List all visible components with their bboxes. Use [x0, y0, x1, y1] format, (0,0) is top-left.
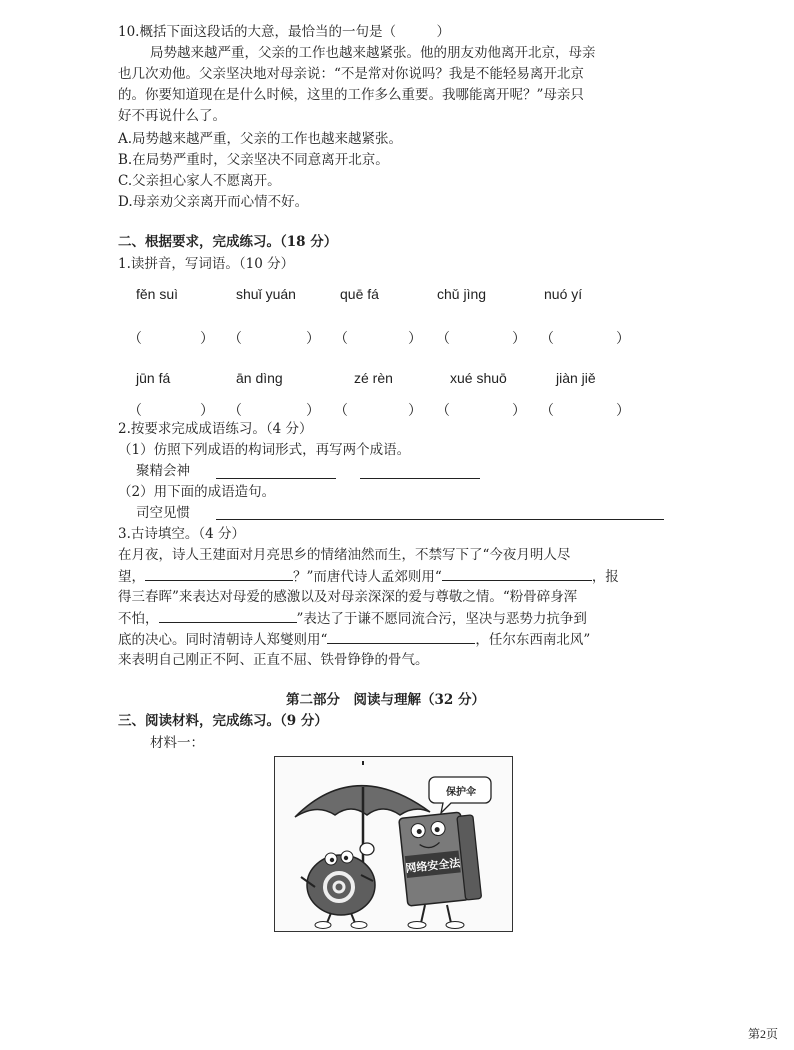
- q2-idiom1: 聚精会神: [136, 463, 190, 479]
- answer-paren-close: ）: [408, 402, 422, 418]
- answer-paren-close: ）: [616, 330, 630, 346]
- q10-option-b: B.在局势严重时，父亲坚决不同意离开北京。: [118, 152, 389, 168]
- pinyin-item: ān dìng: [236, 370, 283, 386]
- q10-passage-line: 局势越来越严重，父亲的工作也越来越紧张。他的朋友劝他离开北京，母亲: [150, 45, 596, 61]
- answer-paren-open: （: [540, 330, 554, 346]
- answer-paren-open: （: [436, 330, 450, 346]
- answer-paren-open: （: [436, 402, 450, 418]
- answer-paren-close: ）: [306, 330, 320, 346]
- poem-line: 来表明自己刚正不阿、正直不屈、铁骨铮铮的骨气。: [118, 652, 429, 668]
- poem-line: [118, 629, 590, 651]
- poem-line: 在月夜，诗人王建面对月亮思乡的情绪油然而生，不禁写下了“今夜月明人尽: [118, 547, 571, 563]
- pinyin-item: jūn fá: [136, 370, 171, 386]
- answer-blank[interactable]: [145, 566, 293, 581]
- part2-title: 第二部分 阅读与理解（32 分）: [286, 692, 485, 708]
- answer-paren-close: ）: [408, 330, 422, 346]
- pinyin-item: chǔ jìng: [437, 286, 487, 302]
- poem-line: [118, 608, 587, 630]
- q10-passage-line: 好不再说什么了。: [118, 108, 226, 124]
- cartoon-illustration: [274, 756, 513, 932]
- pinyin-item: zé rèn: [354, 370, 393, 386]
- answer-paren-close: ）: [512, 330, 526, 346]
- q2-stem: 2.按要求完成成语练习。（4 分）: [118, 421, 313, 437]
- answer-paren-open: （: [540, 402, 554, 418]
- poem-text: ，报: [591, 569, 619, 585]
- q3-stem: 3.古诗填空。（4 分）: [118, 526, 246, 542]
- poem-text: 不怕，: [118, 611, 159, 627]
- book-label: 网络安全法: [404, 856, 461, 876]
- q10-stem: 10.概括下面这段话的大意，最恰当的一句是（ ）: [118, 24, 450, 40]
- answer-blank[interactable]: [360, 478, 480, 479]
- q2-idiom2: 司空见惯: [136, 505, 190, 521]
- poem-line: [118, 566, 619, 588]
- answer-paren-close: ）: [200, 330, 214, 346]
- answer-blank[interactable]: [327, 629, 475, 644]
- poem-text: 底的决心。同时清朝诗人郑燮则用“: [118, 632, 328, 648]
- answer-paren-open: （: [334, 402, 348, 418]
- q2-sub2: （2）用下面的成语造句。: [118, 484, 276, 500]
- pinyin-item: quē fá: [340, 286, 379, 302]
- answer-paren-close: ）: [200, 402, 214, 418]
- answer-paren-close: ）: [616, 402, 630, 418]
- pinyin-item: jiàn jiě: [556, 370, 596, 386]
- q1-stem: 1.读拼音，写词语。（10 分）: [118, 256, 295, 272]
- pinyin-item: fěn suì: [136, 286, 179, 302]
- page-number: 第2页: [747, 1027, 778, 1041]
- answer-paren-open: （: [228, 330, 242, 346]
- answer-paren-close: ）: [306, 402, 320, 418]
- answer-blank[interactable]: [216, 478, 336, 479]
- answer-paren-open: （: [128, 330, 142, 346]
- section2-title: 二、根据要求，完成练习。（18 分）: [118, 234, 338, 250]
- answer-blank[interactable]: [159, 608, 297, 623]
- poem-text: ，任尔东西南北风”: [475, 632, 591, 648]
- pinyin-item: nuó yí: [544, 286, 583, 302]
- material1-label: 材料一：: [150, 735, 204, 751]
- umbrella-cartoon-icon: [275, 757, 512, 931]
- bubble-text: 保护伞: [446, 787, 476, 798]
- poem-text: 望，: [118, 569, 145, 585]
- answer-paren-open: （: [228, 402, 242, 418]
- answer-paren-open: （: [334, 330, 348, 346]
- answer-paren-close: ）: [512, 402, 526, 418]
- q10-option-a: A.局势越来越严重，父亲的工作也越来越紧张。: [118, 131, 403, 147]
- q10-option-c: C.父亲担心家人不愿离开。: [118, 173, 281, 189]
- answer-blank[interactable]: [216, 519, 664, 520]
- poem-text: ？”而唐代诗人孟郊则用“: [293, 569, 442, 585]
- q2-sub1: （1）仿照下列成语的构词形式，再写两个成语。: [118, 442, 411, 458]
- q10-passage-line: 也几次劝他。父亲坚决地对母亲说：“不是常对你说吗？我是不能轻易离开北京: [118, 66, 584, 82]
- pinyin-item: shuǐ yuán: [236, 286, 296, 302]
- poem-line: 得三春晖”来表达对母爱的感激以及对母亲深深的爱与尊敬之情。“粉骨碎身浑: [118, 589, 578, 605]
- answer-blank[interactable]: [442, 566, 592, 581]
- q10-passage-line: 的。你要知道现在是什么时候，这里的工作多么重要。我哪能离开呢？”母亲只: [118, 87, 584, 103]
- poem-text: ”表达了于谦不愿同流合污，坚决与恶势力抗争到: [296, 611, 587, 627]
- q10-option-d: D.母亲劝父亲离开而心情不好。: [118, 194, 309, 210]
- section3-title: 三、阅读材料，完成练习。（9 分）: [118, 713, 328, 729]
- answer-paren-open: （: [128, 402, 142, 418]
- pinyin-item: xué shuō: [450, 370, 507, 386]
